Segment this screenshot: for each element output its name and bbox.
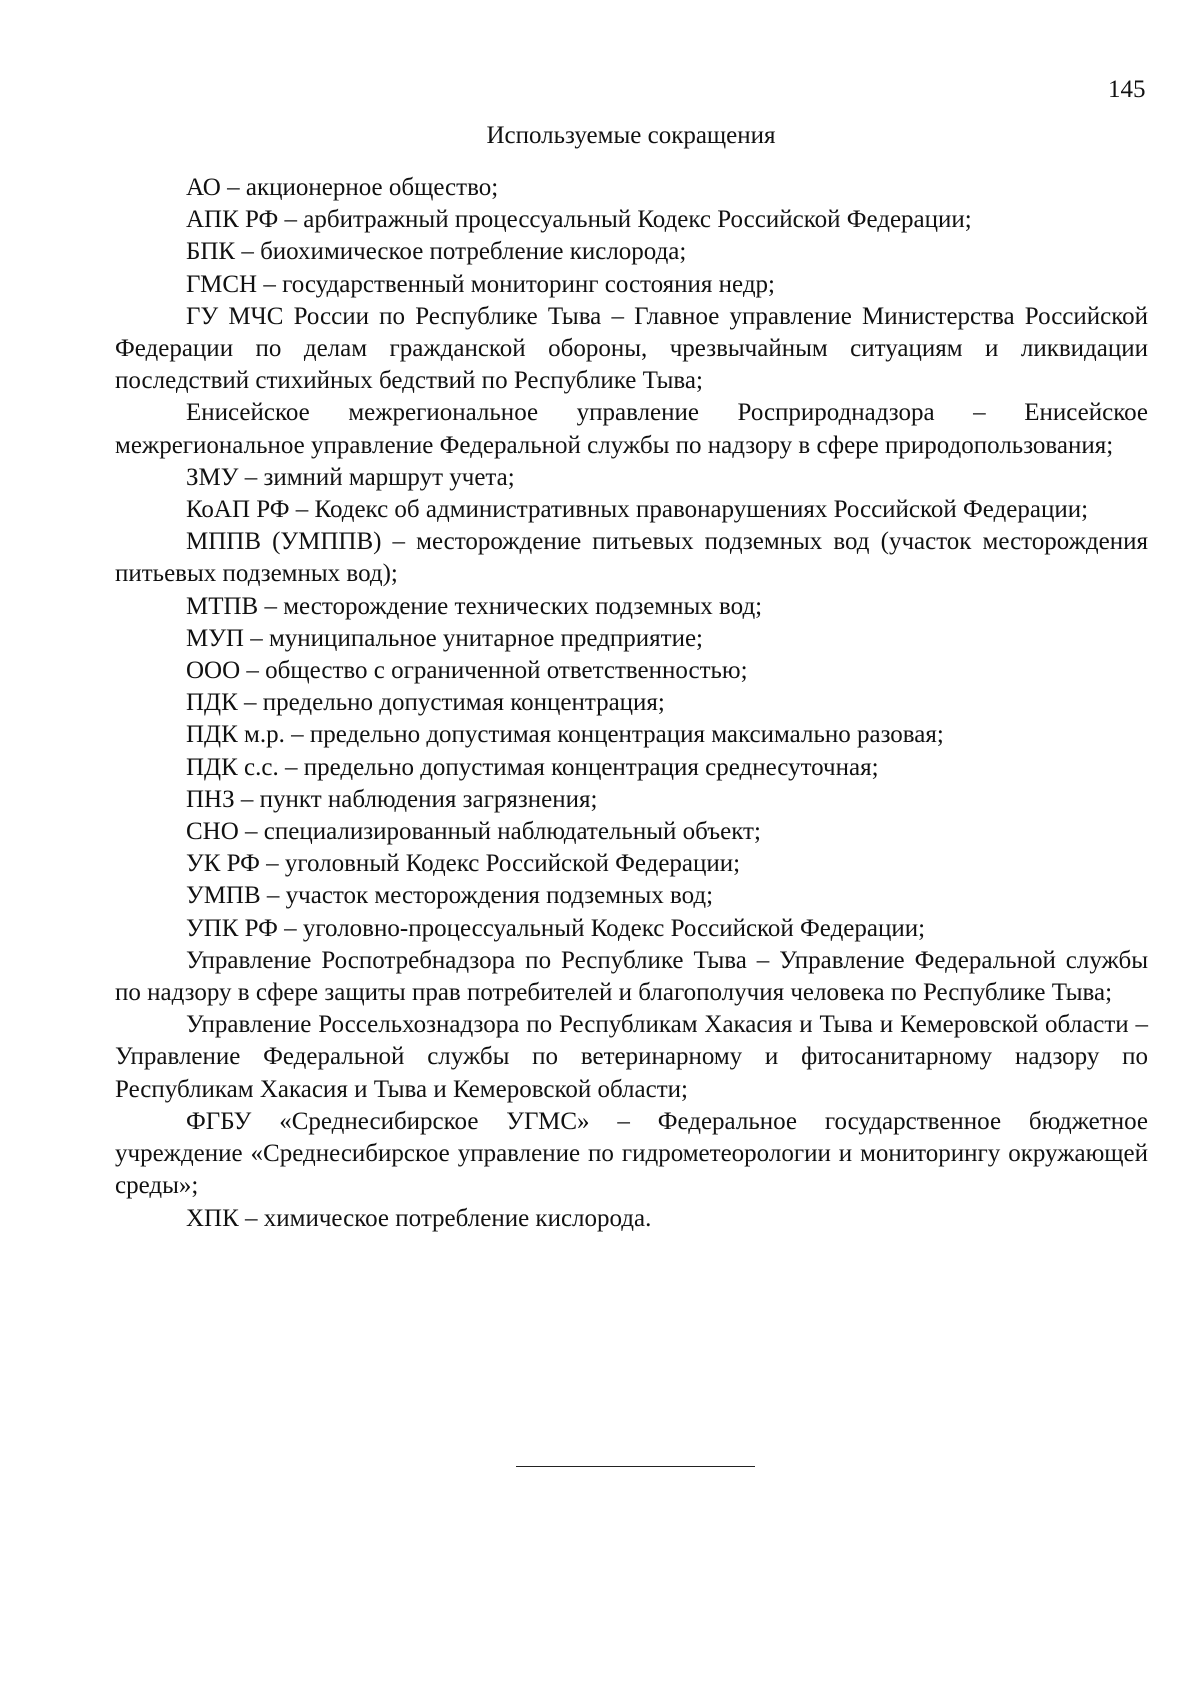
abbreviation-entry: СНО – специализированный наблюдательный объект; (186, 818, 761, 846)
abbreviation-entry: УК РФ – уголовный Кодекс Российской Федерации; (186, 850, 741, 878)
abbreviation-entry: ПНЗ – пункт наблюдения загрязнения; (186, 785, 598, 813)
abbreviation-entry: ГМСН – государственный мониторинг состояния недр; (186, 270, 775, 298)
abbreviation-entry: ООО – общество с ограниченной ответственностью; (186, 657, 748, 685)
abbreviation-entry: УМПВ – участок месторождения подземных вод; (186, 882, 714, 910)
abbreviation-entry: Енисейское межрегиональное управление Росприроднадзора – Енисейское межрегиональное управление Федеральной службы по надзору в сфере природопользования; (115, 399, 1148, 459)
abbreviation-entry: ГУ МЧС России по Республике Тыва – Главное управление Министерства Российской Федерации по делам гражданской обороны, чрезвычайным ситуациям и ликвидации последствий стихийных бедствий по Республике Тыва; (115, 302, 1148, 395)
abbreviation-entry: МППВ (УМППВ) – месторождение питьевых подземных вод (участок месторождения питьевых подземных вод); (115, 528, 1148, 588)
abbreviation-entry: БПК – биохимическое потребление кислорода; (186, 238, 687, 266)
abbreviation-entry: ЗМУ – зимний маршрут учета; (186, 463, 515, 491)
abbreviation-entry: ХПК – химическое потребление кислорода. (186, 1204, 652, 1232)
abbreviation-entry: ПДК с.с. – предельно допустимая концентрация среднесуточная; (186, 753, 879, 781)
abbreviation-entry: МУП – муниципальное унитарное предприятие; (186, 624, 704, 652)
end-divider (516, 1466, 755, 1467)
abbreviation-list (115, 172, 1148, 1235)
abbreviation-entry: КоАП РФ – Кодекс об административных правонарушениях Российской Федерации; (186, 496, 1089, 524)
abbreviation-entry: Управление Роспотребнадзора по Республике Тыва – Управление Федеральной службы по надзору в сфере защиты прав потребителей и благополучия человека по Республике Тыва; (115, 946, 1148, 1007)
abbreviation-entry: ПДК – предельно допустимая концентрация; (186, 689, 665, 717)
abbreviation-entry: АО – акционерное общество; (186, 174, 499, 201)
abbreviation-entry: ПДК м.р. – предельно допустимая концентрация максимально разовая; (186, 721, 944, 749)
abbreviation-entry: АПК РФ – арбитражный процессуальный Кодекс Российской Федерации; (186, 206, 972, 234)
abbreviation-entry: ФГБУ «Среднесибирское УГМС» – Федеральное государственное бюджетное учреждение «Среднесибирское управление по гидрометеорологии и мониторингу окружающей среды»; (115, 1107, 1148, 1200)
abbreviation-entry: Управление Россельхознадзора по Республикам Хакасия и Тыва и Кемеровской области – Управление Федеральной службы по ветеринарному и фитосанитарному надзору по Республикам Хакасия и Тыва и Кемеровской области; (115, 1011, 1148, 1103)
abbreviation-entry: МТПВ – месторождение технических подземных вод; (186, 592, 763, 620)
page-title: Используемые сокращения (486, 122, 776, 149)
abbreviation-entry: УПК РФ – уголовно-процессуальный Кодекс Российской Федерации; (186, 914, 926, 942)
page-number: 145 (1108, 76, 1146, 103)
